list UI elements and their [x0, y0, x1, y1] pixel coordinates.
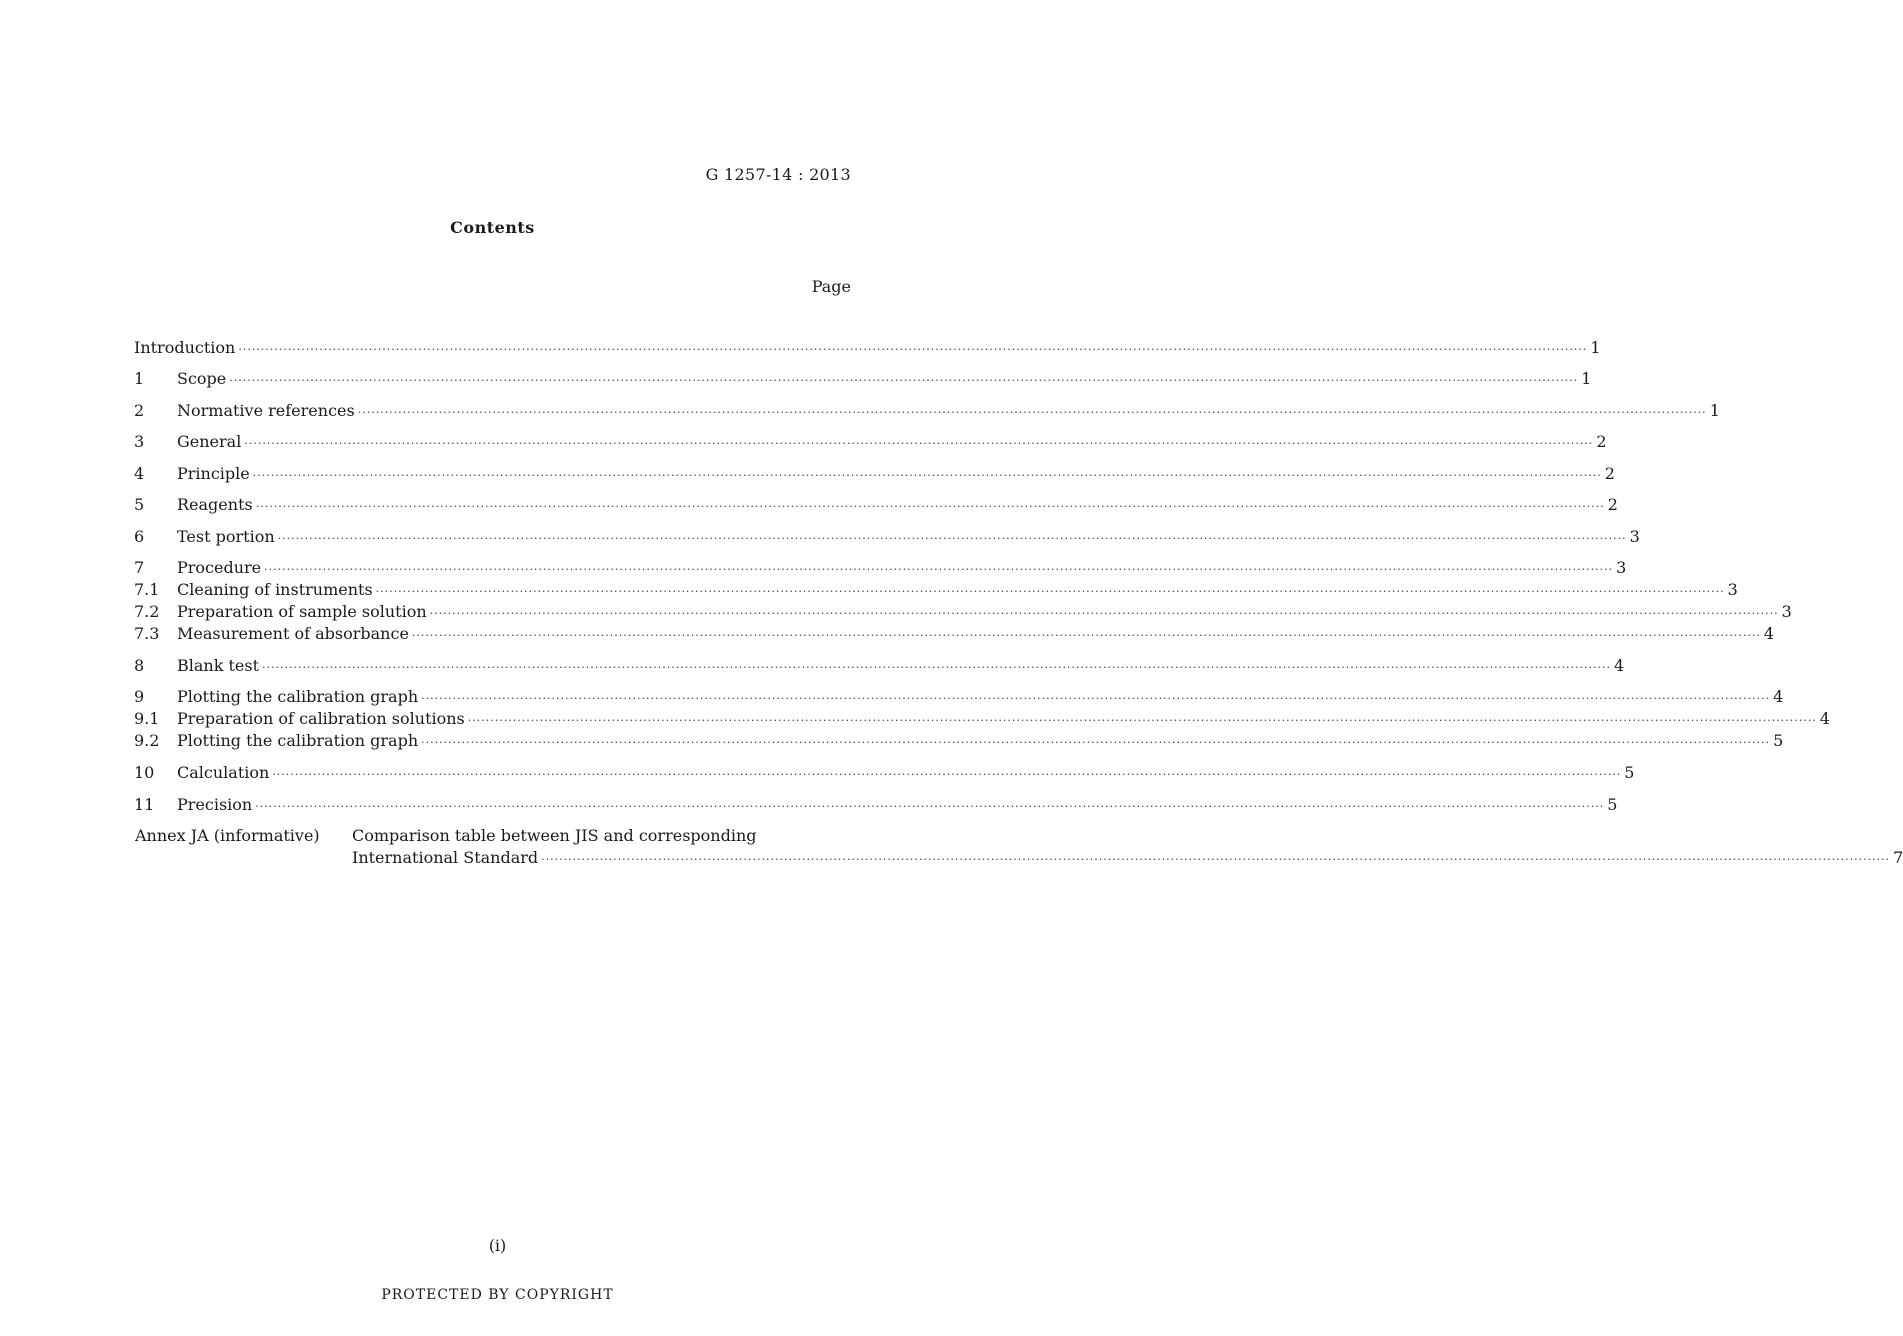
toc-leader-dots: ............................................................................................................................................................................................................................................................................................................ [229, 371, 1579, 384]
toc-entry-number: 9 [134, 687, 145, 706]
toc-entry-title: Reagents [177, 495, 253, 514]
toc-entry-page: 4 [1614, 656, 1625, 675]
toc-entry-page: 3 [1616, 558, 1627, 577]
toc-leader-dots: ............................................................................................................................................................................................................................................................................................................ [411, 626, 1761, 639]
toc-entry-preparation-of-calibration-solutions[interactable] [134, 707, 1830, 729]
toc-entry-title: Plotting the calibration graph [177, 731, 419, 750]
toc-entry-title: Scope [177, 369, 227, 388]
toc-entry-number: 1 [134, 369, 145, 388]
toc-entry-title: Procedure [177, 558, 262, 577]
toc-entry-calculation[interactable] [134, 761, 1635, 783]
annex-label: Annex JA (informative) [135, 826, 320, 845]
toc-entry-number: 7.2 [134, 602, 160, 621]
toc-entry-title: Precision [177, 795, 253, 814]
toc-entry-page: 1 [1581, 369, 1592, 388]
toc-entry-measurement-of-absorbance[interactable] [134, 622, 1775, 644]
toc-entry-title: Test portion [177, 527, 275, 546]
toc-entry-page: 3 [1727, 580, 1738, 599]
toc-leader-dots: ............................................................................................................................................................................................................................................................................................................ [244, 434, 1594, 447]
toc-entry-preparation-of-sample-solution[interactable] [134, 600, 1792, 622]
toc-entry-number: 9.2 [134, 731, 160, 750]
document-id: G 1257-14 : 2013 [705, 165, 851, 184]
toc-entry-plotting-the-calibration-graph-sub[interactable] [134, 729, 1784, 751]
toc-entry-number: 5 [134, 495, 145, 514]
toc-entry-blank-test[interactable] [134, 654, 1625, 676]
toc-entry-title: Calculation [177, 763, 270, 782]
toc-entry-page: 4 [1773, 687, 1784, 706]
copyright-notice: PROTECTED BY COPYRIGHT [381, 1287, 614, 1303]
toc-entry-page: 3 [1629, 527, 1640, 546]
toc-leader-dots: ............................................................................................................................................................................................................................................................................................................ [238, 340, 1588, 353]
toc-entry-title: Plotting the calibration graph [177, 687, 419, 706]
toc-entry-number: 7.3 [134, 624, 160, 643]
toc-entry-page: 1 [1590, 338, 1601, 357]
toc-entry-number: 11 [134, 795, 155, 814]
toc-entry-general[interactable] [134, 430, 1607, 452]
toc-leader-dots: ............................................................................................................................................................................................................................................................................................................ [421, 733, 1771, 746]
toc-entry-number: 6 [134, 527, 145, 546]
toc-entry-page: 2 [1607, 495, 1618, 514]
toc-entry-title: Blank test [177, 656, 260, 675]
toc-entry-title: General [177, 432, 242, 451]
toc-entry-introduction[interactable] [134, 336, 1601, 358]
toc-entry-page: 5 [1624, 763, 1635, 782]
toc-entry-reagents[interactable] [134, 493, 1618, 515]
toc-leader-dots: ............................................................................................................................................................................................................................................................................................................ [272, 765, 1622, 778]
contents-title: Contents [450, 218, 535, 237]
toc-leader-dots: ............................................................................................................................................................................................................................................................................................................ [357, 403, 1707, 416]
toc-entry-number: 7 [134, 558, 145, 577]
toc-leader-dots: ............................................................................................................................................................................................................................................................................................................ [429, 604, 1779, 617]
toc-leader-dots: ............................................................................................................................................................................................................................................................................................................ [255, 797, 1605, 810]
toc-entry-page: 1 [1709, 401, 1720, 420]
toc-entry-number: 4 [134, 464, 145, 483]
footer-page-number: (i) [488, 1236, 507, 1255]
toc-entry-number: 10 [134, 763, 155, 782]
toc-entry-number: 2 [134, 401, 145, 420]
toc-leader-dots: ............................................................................................................................................................................................................................................................................................................ [541, 850, 1891, 863]
toc-leader-dots: ............................................................................................................................................................................................................................................................................................................ [277, 529, 1627, 542]
toc-entry-normative-references[interactable] [134, 399, 1720, 421]
annex-title-line1[interactable]: Comparison table between JIS and corresponding [352, 826, 757, 845]
page-column-header: Page [811, 277, 851, 296]
toc-entry-title: Principle [177, 464, 250, 483]
toc-entry-cleaning-of-instruments[interactable] [134, 578, 1738, 600]
toc-entry-title: Preparation of sample solution [177, 602, 427, 621]
toc-entry-page: 4 [1763, 624, 1775, 643]
toc-entry-annex-ja[interactable] [352, 846, 1903, 868]
toc-entry-page: 7 [1893, 848, 1903, 867]
toc-entry-number: 7.1 [134, 580, 160, 599]
toc-entry-plotting-the-calibration-graph[interactable] [134, 685, 1784, 707]
toc-entry-title: Preparation of calibration solutions [177, 709, 465, 728]
toc-entry-scope[interactable] [134, 367, 1592, 389]
toc-entry-principle[interactable] [134, 462, 1615, 484]
toc-entry-page: 2 [1596, 432, 1607, 451]
toc-entry-page: 4 [1819, 709, 1830, 728]
toc-entry-page: 5 [1773, 731, 1784, 750]
toc-entry-precision[interactable] [134, 793, 1618, 815]
toc-entry-page: 2 [1604, 464, 1615, 483]
toc-leader-dots: ............................................................................................................................................................................................................................................................................................................ [264, 560, 1614, 573]
toc-entry-title: Measurement of absorbance [177, 624, 409, 643]
toc-entry-number: 9.1 [134, 709, 160, 728]
toc-entry-title: Normative references [177, 401, 355, 420]
toc-leader-dots: ............................................................................................................................................................................................................................................................................................................ [252, 466, 1602, 479]
toc-leader-dots: ............................................................................................................................................................................................................................................................................................................ [262, 658, 1612, 671]
toc-entry-number: 3 [134, 432, 145, 451]
toc-entry-procedure[interactable] [134, 556, 1627, 578]
toc-entry-title: Cleaning of instruments [177, 580, 373, 599]
toc-leader-dots: ............................................................................................................................................................................................................................................................................................................ [467, 711, 1817, 724]
toc-leader-dots: ............................................................................................................................................................................................................................................................................................................ [375, 582, 1725, 595]
toc-leader-dots: ............................................................................................................................................................................................................................................................................................................ [421, 689, 1771, 702]
toc-entry-page: 3 [1781, 602, 1792, 621]
toc-entry-number: 8 [134, 656, 145, 675]
toc-entry-test-portion[interactable] [134, 525, 1640, 547]
annex-title-line2: International Standard [352, 848, 539, 867]
toc-leader-dots: ............................................................................................................................................................................................................................................................................................................ [255, 497, 1605, 510]
toc-entry-page: 5 [1607, 795, 1618, 814]
toc-entry-title: Introduction [134, 338, 236, 357]
